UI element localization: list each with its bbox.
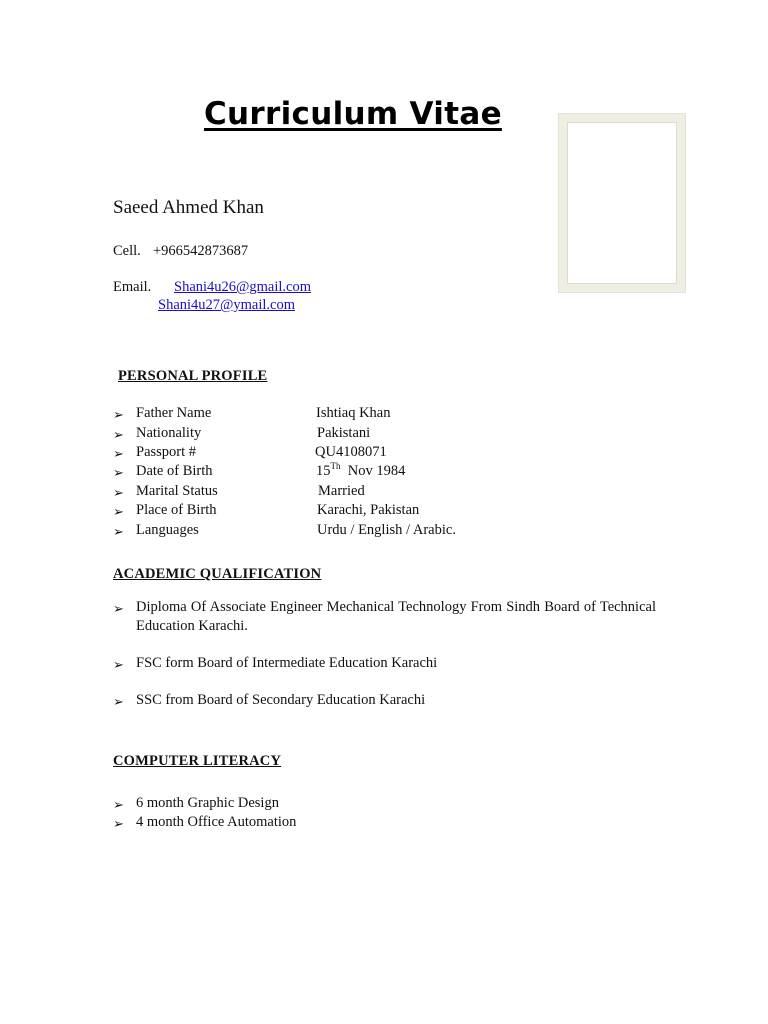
profile-label-father-name: Father Name	[136, 405, 212, 421]
candidate-name: Saeed Ahmed Khan	[113, 197, 264, 218]
bullet-icon: ➢	[113, 797, 124, 812]
photo-placeholder	[558, 113, 686, 293]
email-link-secondary[interactable]: Shani4u27@ymail.com	[158, 297, 295, 313]
profile-label-passport: Passport #	[136, 444, 197, 460]
personal-profile-heading: PERSONAL PROFILE	[118, 368, 268, 384]
page-title: Curriculum Vitae	[204, 96, 502, 132]
email-label: Email.	[113, 279, 152, 295]
bullet-icon: ➢	[113, 407, 124, 422]
dob-suffix: Th	[330, 461, 341, 471]
profile-value-passport: QU4108071	[315, 444, 387, 460]
bullet-icon: ➢	[113, 485, 124, 500]
bullet-icon: ➢	[113, 446, 124, 461]
profile-value-marital-status: Married	[318, 483, 365, 499]
bullet-icon: ➢	[113, 504, 124, 519]
cell-value: +966542873687	[153, 243, 249, 259]
profile-label-date-of-birth: Date of Birth	[136, 463, 213, 479]
bullet-icon: ➢	[113, 816, 124, 831]
profile-label-nationality: Nationality	[136, 425, 202, 441]
profile-value-date-of-birth	[316, 463, 405, 480]
academic-heading: ACADEMIC QUALIFICATION	[113, 566, 322, 582]
profile-label-marital-status: Marital Status	[136, 483, 218, 499]
profile-value-place-of-birth: Karachi, Pakistan	[317, 502, 420, 518]
profile-value-nationality: Pakistani	[317, 425, 371, 441]
email-link-primary[interactable]: Shani4u26@gmail.com	[174, 279, 311, 295]
profile-label-place-of-birth: Place of Birth	[136, 502, 217, 518]
academic-item-ssc: SSC from Board of Secondary Education Karachi	[136, 692, 426, 708]
computer-item-graphic-design: 6 month Graphic Design	[136, 795, 279, 811]
bullet-icon: ➢	[113, 524, 124, 539]
computer-literacy-heading: COMPUTER LITERACY	[113, 753, 282, 769]
profile-label-languages: Languages	[136, 522, 199, 538]
bullet-icon: ➢	[113, 694, 124, 709]
academic-item-fsc: FSC form Board of Intermediate Education Karachi	[136, 655, 438, 671]
academic-item-diploma: Diploma Of Associate Engineer Mechanical Technology From Sindh Board of Technical Education Karachi.	[136, 599, 656, 634]
profile-value-languages: Urdu / English / Arabic.	[317, 522, 456, 538]
profile-value-father-name: Ishtiaq Khan	[316, 405, 391, 421]
cell-label: Cell.	[113, 243, 141, 259]
photo-inner-box	[567, 122, 677, 284]
bullet-icon: ➢	[113, 465, 124, 480]
computer-item-office-automation: 4 month Office Automation	[136, 814, 297, 830]
bullet-icon: ➢	[113, 657, 124, 672]
bullet-icon: ➢	[113, 427, 124, 442]
bullet-icon: ➢	[113, 601, 124, 616]
dob-day: 15	[316, 463, 331, 479]
dob-month-year: Nov 1984	[347, 463, 406, 479]
